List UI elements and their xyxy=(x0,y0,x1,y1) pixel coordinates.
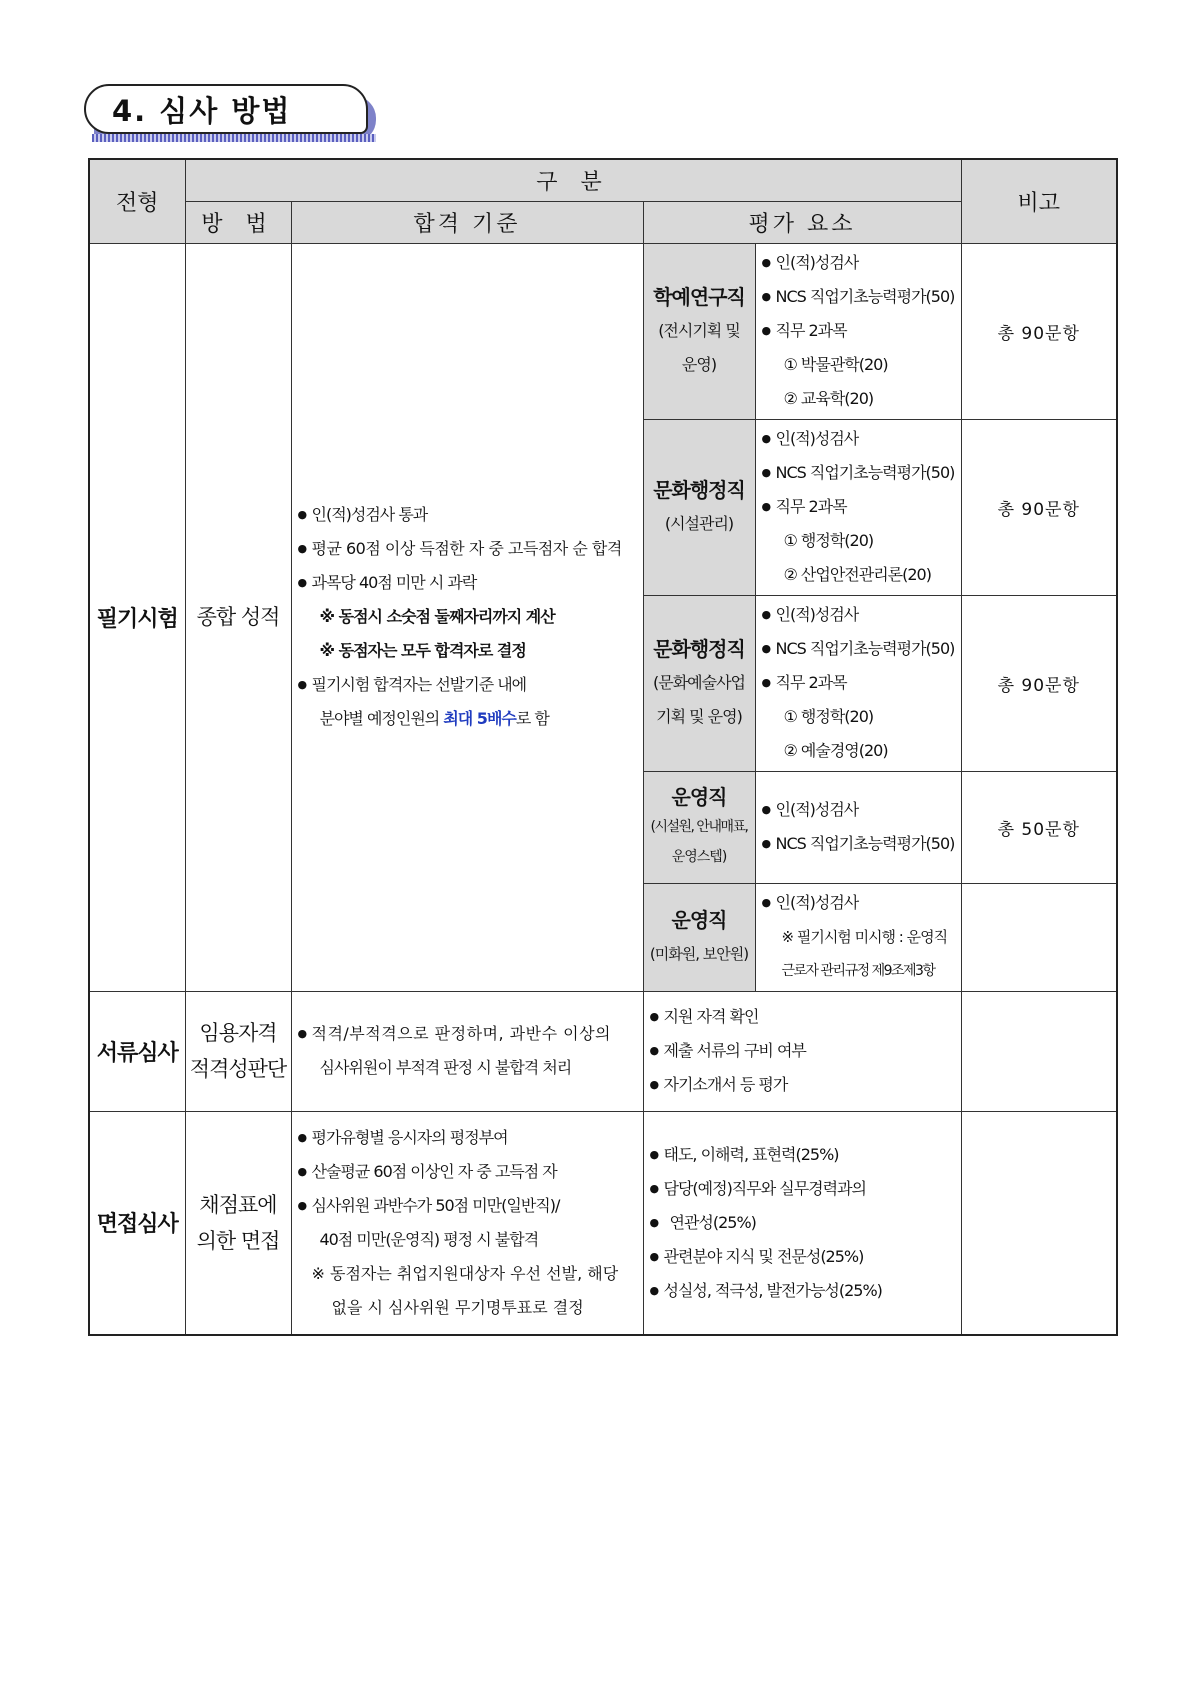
list-item: ● 직무 2과목 xyxy=(762,490,961,524)
list-item: ① 행정학(20) xyxy=(783,707,874,726)
written-criteria-cell xyxy=(291,243,643,991)
list-item: ● 인(적)성검사 xyxy=(762,886,961,920)
header-group: 구 분 xyxy=(185,159,961,201)
document-method-cell xyxy=(185,991,291,1111)
table-row xyxy=(89,243,1117,419)
job-cell xyxy=(643,883,755,991)
remark-cell xyxy=(961,883,1117,991)
job-subtitle: 운영스텝) xyxy=(671,849,727,865)
list-item: ② 산업안전관리론(20) xyxy=(783,565,931,584)
list-item: ① 박물관학(20) xyxy=(783,355,888,374)
list-item: ※ 동점자는 취업지원대상자 우선 선발, 해당 xyxy=(311,1263,619,1283)
list-item: ● 평균 60점 이상 득점한 자 중 고득점자 순 합격 xyxy=(298,532,643,566)
elements-cell xyxy=(755,419,961,595)
elements-cell xyxy=(755,595,961,771)
job-subtitle: (문화예술사업 xyxy=(653,673,745,692)
list-item: 심사위원이 부적격 판정 시 불합격 처리 xyxy=(319,1058,572,1077)
method-line: 적격성판단 xyxy=(189,1057,287,1081)
header-method: 방 법 xyxy=(185,201,291,243)
job-title: 학예연구직 xyxy=(653,285,745,309)
interview-method-cell xyxy=(185,1111,291,1335)
list-item: ● 인(적)성검사 통과 xyxy=(298,498,643,532)
document-elements-cell xyxy=(643,991,961,1111)
list-item: 없을 시 심사위원 무기명투표로 결정 xyxy=(331,1297,584,1317)
list-item xyxy=(298,702,643,736)
job-cell xyxy=(643,419,755,595)
remark-cell: 총 90문항 xyxy=(961,243,1117,419)
remark-cell: 총 90문항 xyxy=(961,419,1117,595)
criteria-text: 분야별 예정인원의 xyxy=(319,709,444,728)
list-item: ● 인(적)성검사 xyxy=(762,246,961,280)
remark-cell xyxy=(961,1111,1117,1335)
document-criteria-cell xyxy=(291,991,643,1111)
highlight-text: 최대 5배수 xyxy=(443,709,516,728)
job-subtitle: (시설관리) xyxy=(664,514,734,533)
list-item: ● NCS 직업기초능력평가(50) xyxy=(762,456,961,490)
elements-cell xyxy=(755,883,961,991)
list-item: ● 적격/부적격으로 판정하며, 과반수 이상의 xyxy=(298,1017,643,1051)
written-method: 종합 성적 xyxy=(185,243,291,991)
list-item: ● NCS 직업기초능력평가(50) xyxy=(762,827,961,861)
list-item: ● 과목당 40점 미만 시 과락 xyxy=(298,566,643,600)
job-cell xyxy=(643,243,755,419)
interview-category: 면접심사 xyxy=(89,1111,185,1335)
criteria-text: 로 함 xyxy=(515,709,549,728)
list-item: ※ 필기시험 미시행 : 운영직 xyxy=(781,928,948,946)
header-elements: 평가 요소 xyxy=(643,201,961,243)
header-row-1 xyxy=(89,159,1117,201)
section-heading xyxy=(84,84,384,146)
method-line: 임용자격 xyxy=(199,1021,277,1045)
method-line: 채점표에 xyxy=(199,1192,277,1217)
list-item: ※ 동점자는 모두 합격자로 결정 xyxy=(319,641,526,660)
job-cell xyxy=(643,771,755,883)
job-subtitle: (미화원, 보안원) xyxy=(649,945,749,963)
list-item: ● 평가유형별 응시자의 평정부여 xyxy=(298,1121,643,1155)
screening-method-table xyxy=(88,158,1118,1336)
interview-criteria-cell xyxy=(291,1111,643,1335)
list-item: ● 직무 2과목 xyxy=(762,314,961,348)
list-item: ● 산술평균 60점 이상인 자 중 고득점 자 xyxy=(298,1155,643,1189)
remark-cell xyxy=(961,991,1117,1111)
header-remarks: 비고 xyxy=(961,159,1117,243)
header-type: 전형 xyxy=(89,159,185,243)
list-item: ● 성실성, 적극성, 발전가능성(25%) xyxy=(650,1274,961,1308)
list-item: ① 행정학(20) xyxy=(783,531,874,550)
header-criteria: 합격 기준 xyxy=(291,201,643,243)
list-item: ● NCS 직업기초능력평가(50) xyxy=(762,280,961,314)
heading-box xyxy=(84,84,368,134)
list-item: ● NCS 직업기초능력평가(50) xyxy=(762,632,961,666)
list-item: ● 인(적)성검사 xyxy=(762,793,961,827)
list-item: ● 관련분야 지식 및 전문성(25%) xyxy=(650,1240,961,1274)
list-item: ● 필기시험 합격자는 선발기준 내에 xyxy=(298,668,643,702)
list-item: ● 인(적)성검사 xyxy=(762,598,961,632)
document-category: 서류심사 xyxy=(89,991,185,1111)
list-item: ※ 동점시 소숫점 둘째자리까지 계산 xyxy=(319,607,555,626)
remark-cell: 총 50문항 xyxy=(961,771,1117,883)
job-cell xyxy=(643,595,755,771)
list-item: ● 심사위원 과반수가 50점 미만(일반직)/ xyxy=(298,1189,643,1223)
list-item: ● 담당(예정)직무와 실무경력과의 xyxy=(650,1172,961,1206)
job-title: 문화행정직 xyxy=(653,478,745,502)
list-item: 40점 미만(운영직) 평정 시 불합격 xyxy=(319,1229,539,1249)
list-item: ● 제출 서류의 구비 여부 xyxy=(650,1034,961,1068)
table-row xyxy=(89,1111,1117,1335)
list-item: ● 인(적)성검사 xyxy=(762,422,961,456)
job-subtitle: 기획 및 운영) xyxy=(656,707,742,726)
remark-cell: 총 90문항 xyxy=(961,595,1117,771)
list-item: ● 연관성(25%) xyxy=(650,1206,961,1240)
list-item: ● 태도, 이해력, 표현력(25%) xyxy=(650,1138,961,1172)
list-item: ● 자기소개서 등 평가 xyxy=(650,1068,961,1102)
elements-cell xyxy=(755,771,961,883)
job-subtitle: (시설원, 안내매표, xyxy=(650,819,748,835)
heading-stripe xyxy=(92,134,376,142)
elements-cell xyxy=(755,243,961,419)
list-item: 근로자 관리규정 제9조제3항 xyxy=(781,963,935,979)
list-item: ● 지원 자격 확인 xyxy=(650,1000,961,1034)
job-title: 문화행정직 xyxy=(653,637,745,661)
job-title: 운영직 xyxy=(671,908,727,932)
job-subtitle: (전시기획 및 xyxy=(658,321,740,340)
interview-elements-cell xyxy=(643,1111,961,1335)
list-item: ● 직무 2과목 xyxy=(762,666,961,700)
section-title: 4. 심사 방법 xyxy=(112,93,292,128)
job-subtitle: 운영) xyxy=(681,355,717,374)
method-line: 의한 면접 xyxy=(196,1228,280,1253)
written-category: 필기시험 xyxy=(89,243,185,991)
job-title: 운영직 xyxy=(671,785,727,809)
list-item: ② 예술경영(20) xyxy=(783,741,888,760)
list-item: ② 교육학(20) xyxy=(783,389,874,408)
table-row xyxy=(89,991,1117,1111)
